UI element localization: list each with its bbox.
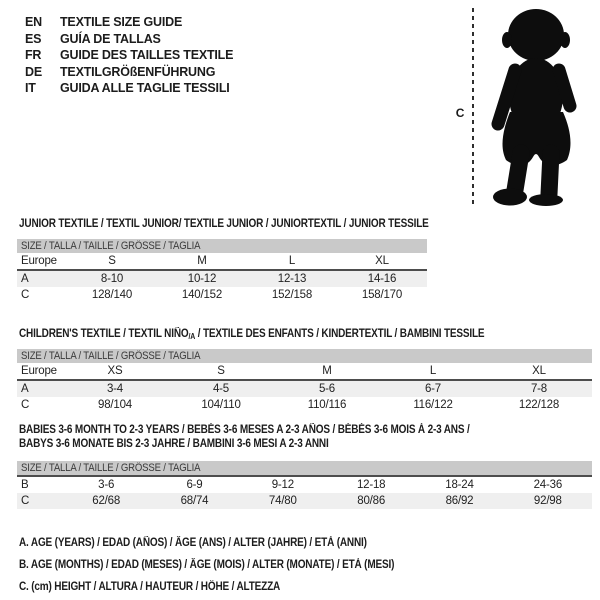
table-row-age-months (17, 477, 592, 493)
table-cell: 128/140 (91, 289, 133, 301)
size-column-header: L (380, 363, 486, 380)
language-title: TEXTILE SIZE GUIDE (60, 15, 183, 29)
table-cell: 110/116 (307, 399, 347, 411)
language-code: IT (25, 81, 36, 95)
table-cell: 7-8 (486, 380, 592, 397)
table-cell: 98/104 (98, 399, 132, 411)
row-label: C (21, 399, 30, 411)
table-cell: 5-6 (274, 380, 380, 397)
language-title: GUIDA ALLE TAGLIE TESSILI (60, 81, 230, 95)
size-column-header: XS (62, 363, 168, 380)
table-row-europe (17, 253, 427, 270)
size-column-header: M (157, 253, 247, 270)
table-cell: 9-12 (271, 479, 294, 491)
table-cell: 10-12 (157, 270, 247, 287)
table-cell: 152/158 (271, 289, 313, 301)
table-cell: 14-16 (337, 270, 427, 287)
size-column-header: XL (486, 363, 592, 380)
subscript-text: /A (188, 332, 196, 341)
size-column-header: M (274, 363, 380, 380)
region-label: Europe (17, 253, 67, 270)
table-cell: 12-13 (247, 270, 337, 287)
children-table-title: CHILDREN'S TEXTILE / TEXTIL $NIÑO_{/A}$ / TEXTILE DES ENFANTS / KINDERTEXTIL / BAMBINI TESSILE (19, 328, 485, 341)
size-column-header: L (247, 253, 337, 270)
table-cell: 116/122 (413, 399, 453, 411)
babies-table-title: BABIES 3-6 MONTH TO 2-3 YEARS / BEBÉS 3-6 MESES A 2-3 AÑOS / BÉBÉS 3-6 MOIS À 2-3 ANS / BABYS 3-6 MONATE BIS 2-3 JAHRE / BAMBINI 3-6 MESI A 2-3 ANNI (19, 424, 470, 450)
table-cell: 68/74 (150, 493, 238, 509)
language-title: TEXTILGRÖßENFÜHRUNG (60, 64, 216, 79)
note-c: C. (cm) HEIGHT / ALTURA / HAUTEUR / HÖHE / ALTEZZA (19, 581, 281, 593)
babies-size-table (17, 461, 592, 509)
size-header-bar: SIZE / TALLA / TAILLE / GRÖSSE / TAGLIA (17, 239, 427, 253)
table-row-age (17, 270, 427, 287)
table-cell: 62/68 (62, 493, 150, 509)
table-row-height (17, 397, 592, 413)
table-cell: 6-9 (186, 479, 203, 491)
table-cell: 18-24 (445, 479, 474, 491)
row-label: B (21, 479, 29, 491)
language-legend (25, 14, 233, 97)
table-cell: 158/170 (361, 289, 403, 301)
language-row-en (25, 14, 233, 31)
table-cell: 6-7 (380, 380, 486, 397)
table-cell: 80/86 (327, 493, 415, 509)
language-code: DE (25, 64, 42, 79)
table-cell: 8-10 (67, 270, 157, 287)
height-measure-label: C (455, 106, 465, 120)
language-row-de (25, 64, 233, 81)
row-label: C (17, 493, 62, 509)
language-row-fr (25, 47, 233, 64)
language-code: EN (25, 15, 42, 29)
table-cell: 3-4 (62, 380, 168, 397)
table-row-age (17, 380, 592, 397)
region-label: Europe (17, 363, 62, 380)
table-row-height (17, 287, 427, 303)
table-cell: 140/152 (181, 289, 223, 301)
row-label: A (17, 380, 62, 397)
legend-notes (19, 536, 450, 600)
language-code: FR (25, 48, 42, 62)
language-code: ES (25, 31, 42, 46)
children-size-table (17, 349, 592, 413)
note-b: B. AGE (MONTHS) / EDAD (MESES) / ÂGE (MOIS) / ALTER (MONATE) / ETÀ (MESI) (19, 559, 395, 571)
table-row-europe (17, 363, 592, 380)
size-header-bar: SIZE / TALLA / TAILLE / GRÖSSE / TAGLIA (17, 349, 592, 363)
table-cell: 4-5 (168, 380, 274, 397)
language-title: GUÍA DE TALLAS (60, 31, 161, 46)
language-row-it (25, 80, 233, 97)
size-column-header: S (67, 253, 157, 270)
table-cell: 104/110 (201, 399, 241, 411)
baby-silhouette-icon (483, 8, 589, 206)
size-column-header: XL (337, 253, 427, 270)
table-cell: 12-18 (356, 479, 386, 491)
row-label: C (21, 289, 30, 301)
size-column-header: S (168, 363, 274, 380)
junior-size-table (17, 239, 427, 303)
note-a: A. AGE (YEARS) / EDAD (AÑOS) / ÂGE (ANS) / ALTER (JAHRE) / ETÀ (ANNI) (19, 537, 367, 549)
table-cell: 86/92 (415, 493, 503, 509)
table-cell: 74/80 (239, 493, 327, 509)
row-label: A (17, 270, 67, 287)
table-cell: 92/98 (504, 493, 592, 509)
table-row-height (17, 493, 592, 509)
size-header-bar: SIZE / TALLA / TAILLE / GRÖSSE / TAGLIA (17, 461, 592, 477)
table-cell: 122/128 (518, 399, 560, 411)
height-measure-dashed-line (472, 8, 474, 206)
language-title: GUIDE DES TAILLES TEXTILE (60, 48, 234, 62)
table-cell: 3-6 (98, 479, 115, 491)
junior-table-title: JUNIOR TEXTILE / TEXTIL JUNIOR/ TEXTILE JUNIOR / JUNIORTEXTIL / JUNIOR TESSILE (19, 218, 429, 230)
language-row-es (25, 31, 233, 48)
table-cell: 24-36 (533, 479, 563, 491)
